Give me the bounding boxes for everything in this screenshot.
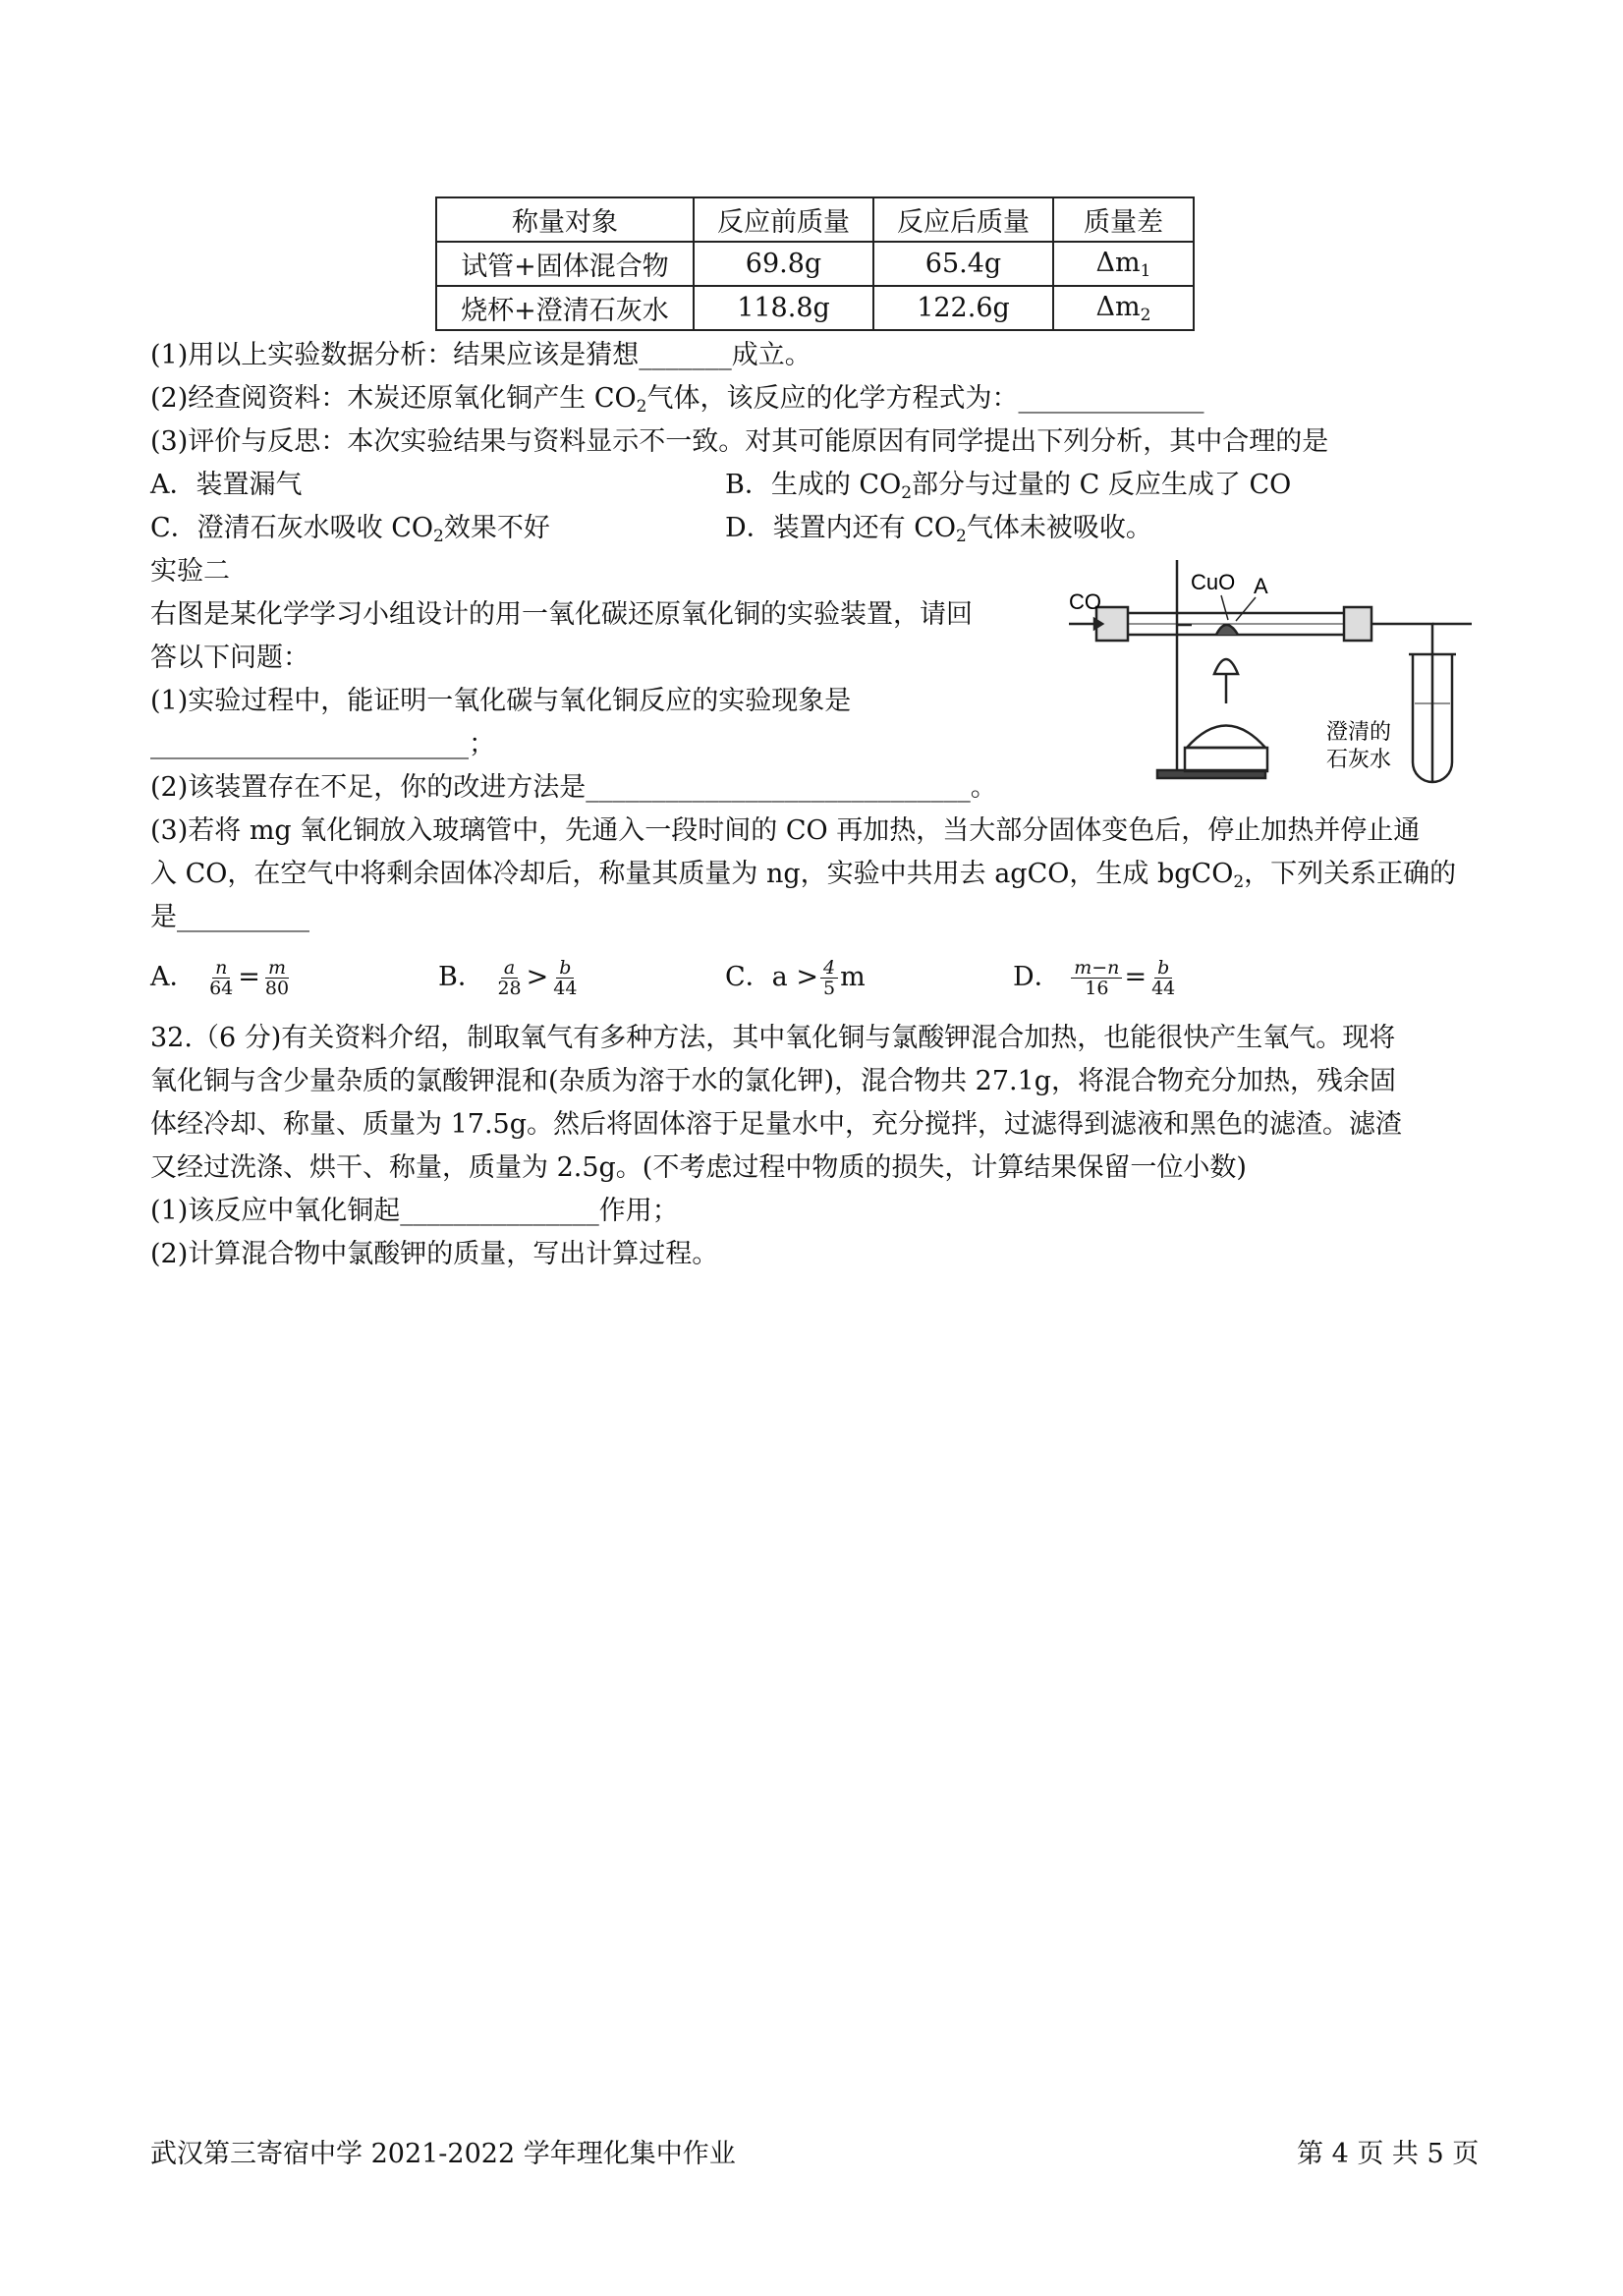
table-header: 反应后质量: [873, 197, 1053, 242]
experiment-2-title: 实验二: [150, 556, 230, 587]
formula-option-b: B． $\frac{a}{28}$ > $\frac{b}{44}$: [438, 958, 582, 998]
figure-label-co: CO: [1069, 589, 1101, 614]
co-reduction-apparatus-figure: [1069, 556, 1482, 786]
table-cell: 69.8g: [694, 242, 873, 286]
formula-option-c: C．a > $\frac{4}{5}$ m: [725, 957, 866, 999]
table-row: [436, 242, 1194, 286]
figure-label-cuo: CuO: [1191, 570, 1236, 594]
formula-option-a: A． $\frac{n}{64}$ = $\frac{m}{80}$: [150, 958, 294, 998]
table-header-row: [436, 197, 1194, 242]
table-cell: $\Delta m_2$: [1053, 286, 1194, 330]
question-1: (1)用以上实验数据分析：结果应该是猜想_______成立。: [150, 340, 812, 370]
footer-title: 武汉第三寄宿中学 2021-2022 学年理化集中作业: [150, 2139, 736, 2169]
question-3: (3)评价与反思：本次实验结果与资料显示不一致。对其可能原因有同学提出下列分析，其中合理的是: [150, 426, 1329, 457]
table-cell: 122.6g: [873, 286, 1053, 330]
question-2: (2)经查阅资料：木炭还原氧化铜产生 $CO_2$气体，该反应的化学方程式为：______________: [150, 383, 1204, 417]
fraction: $\frac{a}{28}$: [497, 957, 522, 999]
table-cell: 118.8g: [694, 286, 873, 330]
question-32-part-2: (2)计算混合物中氯酸钾的质量，写出计算过程。: [150, 1239, 719, 1269]
question-32: 体经冷却、称量、质量为 17.5g。然后将固体溶于足量水中，充分搅拌，过滤得到滤液和黑色的滤渣。滤渣: [150, 1109, 1402, 1140]
option-b: B．生成的 $CO_2$部分与过量的 C 反应生成了 CO: [725, 470, 1292, 503]
table-cell: 烧杯+澄清石灰水: [436, 286, 694, 330]
fraction: $\frac{m-n}{16}$: [1071, 958, 1122, 998]
option-d: D．装置内还有 $CO_2$气体未被吸收。: [725, 513, 1152, 546]
table-header: 质量差: [1053, 197, 1194, 242]
question-32: 32.（6 分)有关资料介绍，制取氧气有多种方法，其中氧化铜与氯酸钾混合加热，也能很快产生氧气。现将: [150, 1023, 1396, 1053]
question-32: 氧化铜与含少量杂质的氯酸钾混和(杂质为溶于水的氯化钾)，混合物共 27.1g，将混合物充分加热，残余固: [150, 1066, 1397, 1096]
table-header: 称量对象: [436, 197, 694, 242]
figure-label-a: A: [1254, 574, 1268, 598]
answer-blank: ________________________；: [150, 729, 495, 759]
table-header: 反应前质量: [694, 197, 873, 242]
table-cell: 试管+固体混合物: [436, 242, 694, 286]
question-32: 又经过洗涤、烘干、称量，质量为 2.5g。(不考虑过程中物质的损失，计算结果保留一位小数): [150, 1152, 1247, 1183]
table-cell: 65.4g: [873, 242, 1053, 286]
fraction: $\frac{b}{44}$: [1151, 957, 1176, 999]
fraction: $\frac{4}{5}$: [820, 958, 838, 998]
fraction: $\frac{n}{64}$: [209, 957, 234, 999]
option-c: C．澄清石灰水吸收 $CO_2$效果不好: [150, 513, 550, 546]
experiment-question-2: (2)该装置存在不足，你的改进方法是_____________________________。: [150, 772, 997, 803]
question-32-part-1: (1)该反应中氧化铜起_______________作用；: [150, 1196, 679, 1226]
experiment-2-intro: 答以下问题：: [150, 643, 309, 673]
option-a: A．装置漏气: [150, 470, 303, 500]
formula-option-d: D． $\frac{m-n}{16}$ = $\frac{b}{44}$: [1013, 958, 1180, 998]
table-cell: $\Delta m_1$: [1053, 242, 1194, 286]
mass-data-table: [435, 196, 1195, 331]
figure-label-limewater: 澄清的: [1326, 720, 1392, 745]
experiment-question-3: (3)若将 mg 氧化铜放入玻璃管中，先通入一段时间的 CO 再加热，当大部分固体变色后，停止加热并停止通: [150, 815, 1421, 846]
experiment-2-intro: 右图是某化学学习小组设计的用一氧化碳还原氧化铜的实验装置，请回: [150, 599, 973, 630]
figure-label-limewater: 石灰水: [1326, 748, 1392, 772]
fraction: $\frac{m}{80}$: [264, 957, 290, 999]
experiment-question-3: 入 CO，在空气中将剩余固体冷却后，称量其质量为 ng，实验中共用去 agCO，生成 bgCO$_2$，下列关系正确的: [150, 859, 1457, 892]
fraction: $\frac{b}{44}$: [553, 957, 578, 999]
experiment-question-3: 是__________: [150, 902, 309, 932]
table-row: [436, 286, 1194, 330]
page-number: 第 4 页 共 5 页: [1297, 2139, 1480, 2169]
experiment-question-1: (1)实验过程中，能证明一氧化碳与氧化铜反应的实验现象是: [150, 686, 852, 716]
